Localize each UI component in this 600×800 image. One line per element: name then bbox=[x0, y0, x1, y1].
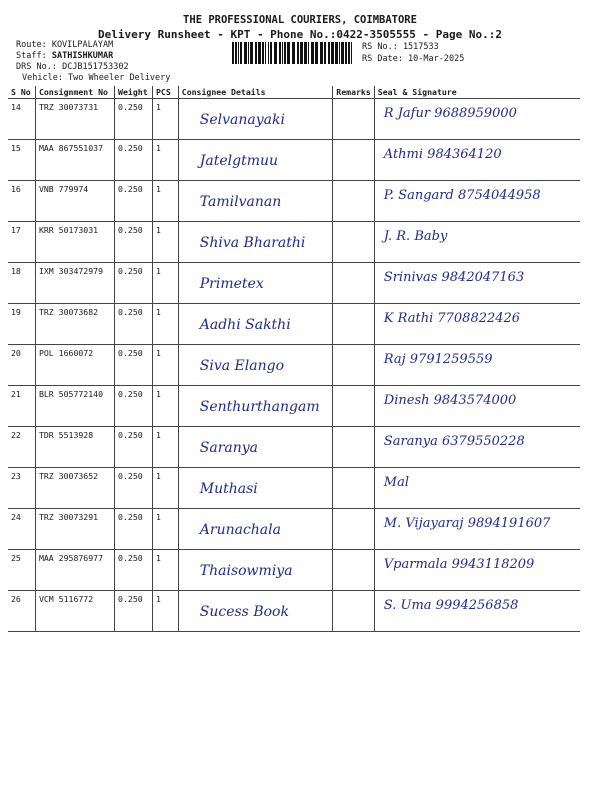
row-sno: 26 bbox=[11, 594, 21, 604]
signature-handwriting: Vparmala 9943118209 bbox=[383, 557, 535, 572]
col-header-consignment: Consignment No bbox=[35, 86, 114, 99]
row-sno-cell bbox=[8, 427, 35, 468]
consignment-number-cell bbox=[35, 140, 114, 181]
table-row bbox=[8, 427, 580, 468]
remarks-cell bbox=[333, 427, 375, 468]
barcode-bar bbox=[274, 42, 277, 64]
barcode-bar bbox=[300, 42, 303, 64]
barcode-bar bbox=[238, 42, 239, 64]
row-weight: 0.250 bbox=[118, 553, 143, 563]
row-pcs-cell bbox=[152, 222, 178, 263]
consignment-number-cell bbox=[35, 222, 114, 263]
barcode-bar bbox=[282, 42, 283, 64]
row-weight-cell bbox=[115, 140, 153, 181]
consignment-number: TRZ 30073682 bbox=[38, 307, 99, 317]
barcode-bar bbox=[262, 42, 264, 64]
row-weight-cell bbox=[115, 222, 153, 263]
staff-label: Staff: bbox=[16, 51, 47, 61]
staff-name: SATHISHKUMAR bbox=[51, 51, 114, 61]
col-header-pcs: PCS bbox=[152, 86, 178, 99]
remarks-cell bbox=[333, 386, 375, 427]
row-weight-cell bbox=[115, 427, 153, 468]
signature-handwriting-cell bbox=[374, 140, 580, 181]
table-row bbox=[8, 181, 580, 222]
barcode-bar bbox=[315, 42, 318, 64]
col-header-sno: S No bbox=[8, 86, 35, 99]
col-header-weight: Weight bbox=[115, 86, 153, 99]
row-weight-cell bbox=[115, 181, 153, 222]
consignment-number: MAA 295876977 bbox=[38, 553, 104, 563]
row-weight: 0.250 bbox=[118, 266, 143, 276]
consignment-number-cell bbox=[35, 386, 114, 427]
barcode-bar bbox=[311, 42, 314, 64]
col-header-consignee: Consignee Details bbox=[178, 86, 333, 99]
barcode-bar bbox=[351, 42, 352, 64]
consignee-handwriting: Arunachala bbox=[199, 522, 281, 538]
consignment-number: TRZ 30073652 bbox=[38, 471, 99, 481]
remarks-cell bbox=[333, 99, 375, 140]
signature-handwriting-cell bbox=[374, 304, 580, 345]
remarks-cell bbox=[333, 181, 375, 222]
row-pcs: 1 bbox=[155, 184, 161, 194]
row-weight-cell bbox=[115, 304, 153, 345]
consignee-handwriting-cell bbox=[178, 509, 333, 550]
barcode-bar bbox=[348, 42, 350, 64]
consignee-handwriting: Jatelgtmuu bbox=[199, 153, 279, 169]
barcode-bar bbox=[244, 42, 247, 64]
barcode-bar bbox=[345, 42, 347, 64]
consignee-handwriting-cell bbox=[178, 181, 333, 222]
runsheet-table bbox=[8, 86, 580, 632]
row-pcs-cell bbox=[152, 99, 178, 140]
consignee-handwriting: Siva Elango bbox=[199, 358, 284, 374]
row-sno: 23 bbox=[11, 471, 21, 481]
remarks-cell bbox=[333, 345, 375, 386]
consignment-number-cell bbox=[35, 591, 114, 632]
row-weight: 0.250 bbox=[118, 594, 143, 604]
signature-handwriting: K Rathi 7708822426 bbox=[383, 311, 521, 326]
row-pcs-cell bbox=[152, 263, 178, 304]
barcode-bar bbox=[255, 42, 257, 64]
consignment-number: VCM 5116772 bbox=[38, 594, 94, 604]
row-pcs-cell bbox=[152, 591, 178, 632]
signature-handwriting-cell bbox=[374, 345, 580, 386]
row-pcs: 1 bbox=[155, 430, 161, 440]
consignment-number: TRZ 30073291 bbox=[38, 512, 99, 522]
consignee-handwriting: Sucess Book bbox=[199, 604, 289, 620]
remarks-cell bbox=[333, 222, 375, 263]
row-sno: 17 bbox=[11, 225, 21, 235]
row-sno: 14 bbox=[11, 102, 21, 112]
row-weight-cell bbox=[115, 509, 153, 550]
drs-line bbox=[16, 62, 129, 73]
barcode-bar bbox=[335, 42, 338, 64]
barcode-bar bbox=[331, 42, 334, 64]
row-weight: 0.250 bbox=[118, 430, 143, 440]
row-pcs-cell bbox=[152, 550, 178, 591]
drs-number: DCJB151753302 bbox=[62, 62, 129, 72]
remarks-cell bbox=[333, 509, 375, 550]
row-sno: 20 bbox=[11, 348, 21, 358]
row-weight-cell bbox=[115, 550, 153, 591]
remarks-cell bbox=[333, 550, 375, 591]
table-header-row bbox=[8, 86, 580, 99]
row-sno: 24 bbox=[11, 512, 21, 522]
barcode-bar bbox=[284, 42, 286, 64]
rs-number: RS No.: 1517533 bbox=[362, 42, 439, 52]
table-row bbox=[8, 304, 580, 345]
consignee-handwriting-cell bbox=[178, 263, 333, 304]
table-row bbox=[8, 263, 580, 304]
rs-date: RS Date: 10-Mar-2025 bbox=[362, 54, 465, 64]
barcode-bar bbox=[235, 42, 237, 64]
signature-handwriting-cell bbox=[374, 509, 580, 550]
barcode-bar bbox=[339, 42, 340, 64]
consignment-number: MAA 867551037 bbox=[38, 143, 104, 153]
signature-handwriting: Mal bbox=[383, 475, 410, 490]
barcode-bar bbox=[268, 42, 269, 64]
row-weight: 0.250 bbox=[118, 225, 143, 235]
row-pcs: 1 bbox=[155, 471, 161, 481]
barcode-bar bbox=[248, 42, 249, 64]
vehicle-label: Vehicle: Two Wheeler Delivery bbox=[22, 73, 171, 83]
row-pcs: 1 bbox=[155, 389, 161, 399]
table-row bbox=[8, 550, 580, 591]
row-pcs-cell bbox=[152, 509, 178, 550]
row-pcs-cell bbox=[152, 427, 178, 468]
barcode-bar bbox=[279, 42, 281, 64]
row-pcs: 1 bbox=[155, 225, 161, 235]
signature-handwriting: Dinesh 9843574000 bbox=[383, 393, 517, 408]
barcode-bar bbox=[304, 42, 307, 64]
table-row bbox=[8, 509, 580, 550]
signature-handwriting-cell bbox=[374, 550, 580, 591]
remarks-cell bbox=[333, 468, 375, 509]
consignee-handwriting: Selvanayaki bbox=[199, 112, 285, 128]
row-weight-cell bbox=[115, 99, 153, 140]
signature-handwriting: M. Vijayaraj 9894191607 bbox=[383, 516, 551, 531]
row-sno: 18 bbox=[11, 266, 21, 276]
row-weight: 0.250 bbox=[118, 389, 143, 399]
row-sno-cell bbox=[8, 263, 35, 304]
consignee-handwriting-cell bbox=[178, 345, 333, 386]
consignment-number: TRZ 30073731 bbox=[38, 102, 99, 112]
col-header-signature: Seal & Signature bbox=[374, 86, 580, 99]
consignee-handwriting-cell bbox=[178, 304, 333, 345]
drs-label: DRS No.: bbox=[16, 62, 57, 72]
signature-handwriting-cell bbox=[374, 181, 580, 222]
consignee-handwriting-cell bbox=[178, 140, 333, 181]
barcode-bar bbox=[240, 42, 242, 64]
remarks-cell bbox=[333, 263, 375, 304]
barcode-bar bbox=[324, 42, 326, 64]
consignee-handwriting: Primetex bbox=[199, 276, 264, 292]
consignee-handwriting-cell bbox=[178, 550, 333, 591]
row-sno-cell bbox=[8, 386, 35, 427]
row-sno-cell bbox=[8, 99, 35, 140]
row-sno: 25 bbox=[11, 553, 21, 563]
row-weight: 0.250 bbox=[118, 307, 143, 317]
row-sno-cell bbox=[8, 345, 35, 386]
consignment-number: POL 1660072 bbox=[38, 348, 94, 358]
row-weight: 0.250 bbox=[118, 143, 143, 153]
table-row bbox=[8, 345, 580, 386]
row-sno: 22 bbox=[11, 430, 21, 440]
runsheet-subtitle: Delivery Runsheet - KPT - Phone No.:0422-3505555 - Page No.:2 bbox=[98, 28, 502, 41]
signature-handwriting-cell bbox=[374, 468, 580, 509]
consignment-number-cell bbox=[35, 304, 114, 345]
consignment-number: IXM 303472979 bbox=[38, 266, 104, 276]
signature-handwriting-cell bbox=[374, 591, 580, 632]
row-weight: 0.250 bbox=[118, 512, 143, 522]
consignee-handwriting: Shiva Bharathi bbox=[199, 235, 306, 251]
consignment-number-cell bbox=[35, 263, 114, 304]
row-sno-cell bbox=[8, 509, 35, 550]
remarks-cell bbox=[333, 591, 375, 632]
barcode-bar bbox=[341, 42, 344, 64]
consignee-handwriting-cell bbox=[178, 427, 333, 468]
table-row bbox=[8, 468, 580, 509]
consignment-number-cell bbox=[35, 99, 114, 140]
row-pcs: 1 bbox=[155, 594, 161, 604]
consignment-number-cell bbox=[35, 550, 114, 591]
row-sno: 19 bbox=[11, 307, 21, 317]
barcode-bar bbox=[250, 42, 253, 64]
signature-handwriting: Raj 9791259559 bbox=[383, 352, 493, 367]
row-sno-cell bbox=[8, 222, 35, 263]
signature-handwriting: J. R. Baby bbox=[383, 229, 448, 244]
consignment-number-cell bbox=[35, 509, 114, 550]
consignee-handwriting-cell bbox=[178, 99, 333, 140]
row-pcs: 1 bbox=[155, 553, 161, 563]
consignment-number: BLR 505772140 bbox=[38, 389, 104, 399]
consignee-handwriting: Senthurthangam bbox=[199, 399, 320, 415]
signature-handwriting-cell bbox=[374, 263, 580, 304]
remarks-cell bbox=[333, 304, 375, 345]
barcode bbox=[232, 42, 354, 64]
barcode-bar bbox=[270, 42, 272, 64]
table-row bbox=[8, 140, 580, 181]
row-sno: 16 bbox=[11, 184, 21, 194]
consignment-number-cell bbox=[35, 468, 114, 509]
row-sno-cell bbox=[8, 550, 35, 591]
row-pcs: 1 bbox=[155, 307, 161, 317]
row-weight: 0.250 bbox=[118, 348, 143, 358]
row-pcs-cell bbox=[152, 140, 178, 181]
row-pcs-cell bbox=[152, 468, 178, 509]
barcode-bar bbox=[328, 42, 330, 64]
consignment-number-cell bbox=[35, 427, 114, 468]
signature-handwriting-cell bbox=[374, 386, 580, 427]
consignment-number-cell bbox=[35, 345, 114, 386]
route-label: Route: KOVILPALAYAM bbox=[16, 40, 114, 50]
consignment-number: VNB 779974 bbox=[38, 184, 89, 194]
signature-handwriting-cell bbox=[374, 222, 580, 263]
consignee-handwriting: Tamilvanan bbox=[199, 194, 282, 210]
row-pcs-cell bbox=[152, 181, 178, 222]
row-pcs-cell bbox=[152, 386, 178, 427]
barcode-bar bbox=[292, 42, 295, 64]
row-weight: 0.250 bbox=[118, 102, 143, 112]
barcode-bar bbox=[287, 42, 290, 64]
row-weight: 0.250 bbox=[118, 471, 143, 481]
consignee-handwriting-cell bbox=[178, 222, 333, 263]
row-weight-cell bbox=[115, 263, 153, 304]
consignee-handwriting: Muthasi bbox=[199, 481, 258, 497]
consignee-handwriting-cell bbox=[178, 591, 333, 632]
signature-handwriting: Athmi 984364120 bbox=[383, 147, 502, 162]
row-pcs-cell bbox=[152, 304, 178, 345]
row-pcs-cell bbox=[152, 345, 178, 386]
consignment-number: KRR 50173031 bbox=[38, 225, 99, 235]
signature-handwriting: S. Uma 9994256858 bbox=[383, 598, 519, 613]
row-weight-cell bbox=[115, 591, 153, 632]
row-weight-cell bbox=[115, 345, 153, 386]
col-header-remarks: Remarks bbox=[333, 86, 375, 99]
consignment-number: TDR 5513928 bbox=[38, 430, 94, 440]
row-pcs: 1 bbox=[155, 143, 161, 153]
barcode-bar bbox=[232, 42, 234, 64]
signature-handwriting: Srinivas 9842047163 bbox=[383, 270, 525, 285]
barcode-bar bbox=[308, 42, 309, 64]
row-sno-cell bbox=[8, 140, 35, 181]
barcode-bar bbox=[258, 42, 261, 64]
signature-handwriting-cell bbox=[374, 99, 580, 140]
row-sno: 15 bbox=[11, 143, 21, 153]
barcode-bar bbox=[265, 42, 266, 64]
signature-handwriting: Saranya 6379550228 bbox=[383, 434, 525, 449]
barcode-bar bbox=[320, 42, 323, 64]
row-weight-cell bbox=[115, 386, 153, 427]
row-sno-cell bbox=[8, 181, 35, 222]
row-pcs: 1 bbox=[155, 512, 161, 522]
row-sno-cell bbox=[8, 304, 35, 345]
row-sno-cell bbox=[8, 591, 35, 632]
row-pcs: 1 bbox=[155, 102, 161, 112]
consignee-handwriting-cell bbox=[178, 386, 333, 427]
consignment-number-cell bbox=[35, 181, 114, 222]
staff-line bbox=[16, 51, 113, 62]
table-row bbox=[8, 591, 580, 632]
table-row bbox=[8, 99, 580, 140]
remarks-cell bbox=[333, 140, 375, 181]
company-title: THE PROFESSIONAL COURIERS, COIMBATORE bbox=[183, 14, 417, 26]
signature-handwriting: P. Sangard 8754044958 bbox=[383, 188, 541, 203]
consignee-handwriting: Aadhi Sakthi bbox=[199, 317, 291, 333]
consignee-handwriting: Thaisowmiya bbox=[199, 563, 293, 579]
row-weight-cell bbox=[115, 468, 153, 509]
consignee-handwriting: Saranya bbox=[199, 440, 259, 456]
table-row bbox=[8, 222, 580, 263]
table-row bbox=[8, 386, 580, 427]
row-sno: 21 bbox=[11, 389, 21, 399]
consignee-handwriting-cell bbox=[178, 468, 333, 509]
signature-handwriting-cell bbox=[374, 427, 580, 468]
signature-handwriting: R Jafur 9688959000 bbox=[383, 106, 517, 121]
barcode-bar bbox=[297, 42, 299, 64]
row-pcs: 1 bbox=[155, 348, 161, 358]
row-pcs: 1 bbox=[155, 266, 161, 276]
row-sno-cell bbox=[8, 468, 35, 509]
row-weight: 0.250 bbox=[118, 184, 143, 194]
